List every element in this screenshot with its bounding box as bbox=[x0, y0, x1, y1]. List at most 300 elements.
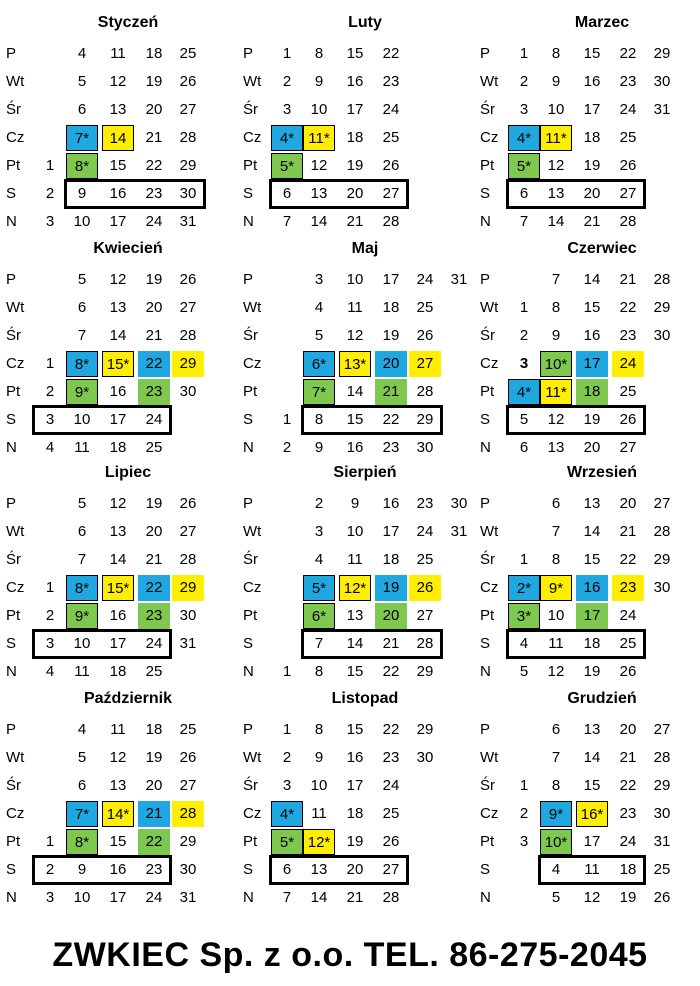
day-name: N bbox=[243, 213, 254, 230]
date-cell: 24 bbox=[145, 411, 163, 428]
date-cell: 6 bbox=[551, 721, 561, 738]
month-title: Wrzesień bbox=[567, 464, 637, 481]
date-cell: 3 bbox=[282, 101, 292, 118]
week-row bbox=[474, 208, 700, 236]
week-row bbox=[237, 294, 463, 322]
day-name: S bbox=[243, 185, 254, 202]
week-row bbox=[237, 266, 468, 294]
week-row bbox=[474, 884, 700, 912]
date-cell: 24 bbox=[382, 777, 400, 794]
date-cell: 7* bbox=[66, 125, 98, 151]
day-name: Cz bbox=[480, 129, 499, 146]
week-row bbox=[237, 716, 463, 744]
day-name: Śr bbox=[480, 101, 495, 118]
month-12 bbox=[474, 686, 700, 926]
date-cell: 28 bbox=[382, 889, 400, 906]
date-cell: 13 bbox=[583, 495, 601, 512]
date-cell: 1 bbox=[282, 721, 292, 738]
date-cell: 25 bbox=[145, 663, 163, 680]
week-row bbox=[237, 602, 463, 630]
date-cell: 8 bbox=[551, 299, 561, 316]
date-cell: 27 bbox=[179, 101, 197, 118]
date-cell: 30 bbox=[653, 327, 671, 344]
date-cell: 19 bbox=[145, 271, 163, 288]
date-cell: 16 bbox=[109, 607, 127, 624]
date-cell: 22 bbox=[138, 829, 170, 855]
week-row bbox=[237, 96, 463, 124]
week-row bbox=[0, 574, 226, 602]
week-row bbox=[0, 602, 226, 630]
date-cell: 25 bbox=[179, 721, 197, 738]
week-row bbox=[474, 434, 700, 462]
date-cell: 30 bbox=[416, 749, 434, 766]
day-name: P bbox=[6, 495, 17, 512]
date-cell: 27 bbox=[653, 721, 671, 738]
date-cell: 6 bbox=[551, 495, 561, 512]
date-cell: 5 bbox=[519, 663, 529, 680]
date-cell: 15 bbox=[583, 299, 601, 316]
date-cell: 7 bbox=[519, 213, 529, 230]
date-cell: 1 bbox=[45, 157, 55, 174]
date-cell: 29 bbox=[653, 45, 671, 62]
month-title: Sierpień bbox=[333, 464, 397, 481]
date-cell: 27 bbox=[179, 777, 197, 794]
day-name: P bbox=[243, 721, 254, 738]
date-cell: 11 bbox=[347, 551, 363, 568]
day-name: Śr bbox=[480, 551, 495, 568]
week-row bbox=[237, 68, 463, 96]
week-row bbox=[474, 800, 700, 828]
date-cell: 4 bbox=[551, 861, 561, 878]
company-footer: ZWKIEC Sp. z o.o. TEL. 86-275-2045 bbox=[52, 936, 648, 974]
date-cell: 8 bbox=[551, 45, 561, 62]
date-cell: 22 bbox=[138, 351, 170, 377]
date-cell: 13* bbox=[339, 351, 371, 377]
date-cell: 23 bbox=[145, 861, 163, 878]
week-row bbox=[237, 546, 463, 574]
date-cell: 16 bbox=[346, 749, 364, 766]
date-cell: 6 bbox=[282, 185, 292, 202]
month-8 bbox=[237, 460, 468, 700]
date-cell: 3 bbox=[45, 213, 55, 230]
date-cell: 20 bbox=[375, 603, 407, 629]
date-cell: 7* bbox=[303, 379, 335, 405]
date-cell: 1 bbox=[519, 551, 529, 568]
week-row bbox=[237, 322, 463, 350]
date-cell: 13 bbox=[109, 777, 127, 794]
date-cell: 11 bbox=[311, 805, 327, 822]
date-cell: 6* bbox=[303, 603, 335, 629]
date-cell: 2 bbox=[45, 607, 55, 624]
week-row bbox=[474, 96, 700, 124]
week-row bbox=[0, 68, 226, 96]
saturday-box bbox=[269, 855, 409, 885]
week-row bbox=[237, 658, 463, 686]
date-cell: 10 bbox=[310, 101, 328, 118]
week-row bbox=[474, 124, 700, 152]
day-name: Cz bbox=[6, 805, 25, 822]
date-cell: 19 bbox=[583, 411, 601, 428]
date-cell: 7* bbox=[66, 801, 98, 827]
week-row bbox=[0, 350, 226, 378]
date-cell: 23 bbox=[382, 439, 400, 456]
date-cell: 18 bbox=[382, 299, 400, 316]
date-cell: 13 bbox=[109, 523, 127, 540]
week-row bbox=[237, 350, 463, 378]
week-row bbox=[237, 124, 463, 152]
date-cell: 23 bbox=[619, 73, 637, 90]
month-title: Maj bbox=[351, 240, 379, 257]
date-cell: 15 bbox=[346, 411, 364, 428]
date-cell: 1 bbox=[45, 355, 55, 372]
date-cell: 7 bbox=[551, 523, 561, 540]
date-cell: 24 bbox=[619, 607, 637, 624]
day-name: P bbox=[243, 271, 254, 288]
date-cell: 1 bbox=[282, 663, 292, 680]
day-name: Cz bbox=[243, 129, 262, 146]
day-name: Pt bbox=[6, 157, 21, 174]
date-cell: 18 bbox=[145, 721, 163, 738]
day-name: Cz bbox=[6, 355, 25, 372]
date-cell: 17 bbox=[382, 523, 400, 540]
week-row bbox=[237, 208, 463, 236]
day-name: Pt bbox=[243, 607, 258, 624]
date-cell: 6 bbox=[519, 185, 529, 202]
date-cell: 1 bbox=[519, 45, 529, 62]
month-title: Listopad bbox=[331, 690, 399, 707]
month-7 bbox=[0, 460, 226, 700]
day-name: Cz bbox=[480, 579, 499, 596]
date-cell: 13 bbox=[109, 101, 127, 118]
day-name: Pt bbox=[6, 833, 21, 850]
date-cell: 21 bbox=[619, 749, 637, 766]
day-name: Cz bbox=[243, 579, 262, 596]
day-name: Wt bbox=[6, 523, 25, 540]
day-name: Pt bbox=[6, 607, 21, 624]
date-cell: 10 bbox=[310, 777, 328, 794]
date-cell: 30 bbox=[653, 73, 671, 90]
date-cell: 21 bbox=[145, 129, 163, 146]
day-name: S bbox=[243, 861, 254, 878]
date-cell: 29 bbox=[416, 721, 434, 738]
date-cell: 31 bbox=[179, 213, 197, 230]
date-cell: 12 bbox=[109, 73, 127, 90]
date-cell: 17 bbox=[583, 833, 601, 850]
date-cell: 30 bbox=[179, 607, 197, 624]
saturday-box bbox=[506, 629, 646, 659]
date-cell: 4 bbox=[77, 45, 87, 62]
date-cell: 22 bbox=[138, 575, 170, 601]
date-cell: 18 bbox=[109, 439, 127, 456]
date-cell: 23 bbox=[145, 185, 163, 202]
date-cell: 20 bbox=[145, 777, 163, 794]
week-row bbox=[474, 68, 700, 96]
date-cell: 27 bbox=[653, 495, 671, 512]
date-cell: 11 bbox=[584, 861, 600, 878]
date-cell: 29 bbox=[172, 351, 204, 377]
date-cell: 5 bbox=[77, 495, 87, 512]
date-cell: 16 bbox=[576, 575, 608, 601]
date-cell: 6 bbox=[77, 101, 87, 118]
month-5 bbox=[237, 236, 468, 476]
date-cell: 15 bbox=[346, 663, 364, 680]
date-cell: 14 bbox=[109, 551, 127, 568]
date-cell: 24 bbox=[145, 889, 163, 906]
day-name: N bbox=[480, 439, 491, 456]
date-cell: 27 bbox=[179, 299, 197, 316]
date-cell: 19 bbox=[346, 833, 364, 850]
week-row bbox=[237, 490, 468, 518]
date-cell: 2 bbox=[519, 327, 529, 344]
week-row bbox=[0, 884, 226, 912]
date-cell: 23 bbox=[612, 575, 644, 601]
date-cell: 2 bbox=[519, 805, 529, 822]
date-cell: 2 bbox=[282, 73, 292, 90]
date-cell: 26 bbox=[619, 663, 637, 680]
date-cell: 14 bbox=[310, 889, 328, 906]
date-cell: 20 bbox=[583, 439, 601, 456]
date-cell: 30 bbox=[179, 861, 197, 878]
date-cell: 21 bbox=[619, 523, 637, 540]
week-row bbox=[474, 322, 700, 350]
date-cell: 4 bbox=[45, 663, 55, 680]
date-cell: 28 bbox=[179, 327, 197, 344]
day-name: Pt bbox=[480, 157, 495, 174]
date-cell: 13 bbox=[547, 439, 565, 456]
date-cell: 26 bbox=[179, 749, 197, 766]
date-cell: 27 bbox=[619, 185, 637, 202]
date-cell: 15* bbox=[102, 575, 134, 601]
date-cell: 27 bbox=[179, 523, 197, 540]
date-cell: 7 bbox=[551, 271, 561, 288]
date-cell: 20 bbox=[145, 101, 163, 118]
date-cell: 18 bbox=[583, 129, 601, 146]
week-row bbox=[0, 490, 226, 518]
saturday-box bbox=[538, 855, 646, 885]
saturday-box bbox=[506, 405, 646, 435]
date-cell: 28 bbox=[653, 749, 671, 766]
month-6 bbox=[474, 236, 700, 476]
date-cell: 1 bbox=[282, 411, 292, 428]
date-cell: 17 bbox=[382, 271, 400, 288]
date-cell: 14 bbox=[547, 213, 565, 230]
day-name: Śr bbox=[480, 327, 495, 344]
date-cell: 13 bbox=[310, 861, 328, 878]
week-row bbox=[0, 294, 226, 322]
day-name: S bbox=[243, 635, 254, 652]
date-cell: 4* bbox=[271, 801, 303, 827]
day-name: S bbox=[243, 411, 254, 428]
day-name: S bbox=[6, 635, 17, 652]
date-cell: 17 bbox=[583, 101, 601, 118]
date-cell: 4 bbox=[77, 721, 87, 738]
date-cell: 9* bbox=[66, 379, 98, 405]
date-cell: 14 bbox=[346, 383, 364, 400]
week-row bbox=[0, 322, 226, 350]
week-row bbox=[474, 152, 700, 180]
date-cell: 8 bbox=[314, 721, 324, 738]
date-cell: 3 bbox=[282, 777, 292, 794]
week-row bbox=[237, 828, 463, 856]
date-cell: 25 bbox=[416, 551, 434, 568]
date-cell: 9 bbox=[551, 73, 561, 90]
date-cell: 7 bbox=[282, 213, 292, 230]
date-cell: 15 bbox=[346, 45, 364, 62]
date-cell: 16 bbox=[583, 73, 601, 90]
date-cell: 21 bbox=[375, 379, 407, 405]
date-cell: 14 bbox=[102, 125, 134, 151]
date-cell: 12 bbox=[109, 749, 127, 766]
saturday-box bbox=[269, 179, 409, 209]
month-title: Luty bbox=[348, 14, 382, 31]
date-cell: 31 bbox=[450, 523, 468, 540]
date-cell: 9* bbox=[66, 603, 98, 629]
week-row bbox=[237, 434, 463, 462]
day-name: Śr bbox=[243, 101, 258, 118]
date-cell: 16 bbox=[382, 495, 400, 512]
day-name: N bbox=[6, 663, 17, 680]
date-cell: 13 bbox=[310, 185, 328, 202]
day-name: Wt bbox=[480, 299, 499, 316]
date-cell: 28 bbox=[172, 801, 204, 827]
saturday-box bbox=[32, 855, 172, 885]
day-name: S bbox=[480, 861, 491, 878]
day-name: Wt bbox=[243, 299, 262, 316]
day-name: Wt bbox=[6, 73, 25, 90]
day-name: P bbox=[480, 495, 491, 512]
date-cell: 20 bbox=[145, 523, 163, 540]
date-cell: 25 bbox=[179, 45, 197, 62]
date-cell: 28 bbox=[179, 551, 197, 568]
date-cell: 15 bbox=[583, 551, 601, 568]
saturday-box bbox=[506, 179, 646, 209]
month-1 bbox=[0, 10, 226, 250]
date-cell: 15 bbox=[109, 833, 127, 850]
date-cell: 5 bbox=[77, 749, 87, 766]
week-row bbox=[0, 40, 226, 68]
date-cell: 6 bbox=[77, 523, 87, 540]
day-name: N bbox=[243, 439, 254, 456]
date-cell: 15 bbox=[346, 721, 364, 738]
date-cell: 2 bbox=[45, 383, 55, 400]
month-11 bbox=[237, 686, 463, 926]
date-cell: 11 bbox=[110, 45, 126, 62]
week-row bbox=[0, 744, 226, 772]
date-cell: 31 bbox=[653, 833, 671, 850]
day-name: P bbox=[6, 271, 17, 288]
date-cell: 14 bbox=[583, 271, 601, 288]
date-cell: 12 bbox=[310, 157, 328, 174]
date-cell: 22 bbox=[619, 45, 637, 62]
day-name: Pt bbox=[243, 383, 258, 400]
month-title: Marzec bbox=[574, 14, 630, 31]
date-cell: 18 bbox=[619, 861, 637, 878]
date-cell: 26 bbox=[409, 575, 441, 601]
date-cell: 24 bbox=[382, 101, 400, 118]
date-cell: 29 bbox=[172, 575, 204, 601]
week-row bbox=[0, 546, 226, 574]
date-cell: 14 bbox=[346, 635, 364, 652]
date-cell: 14 bbox=[310, 213, 328, 230]
date-cell: 18 bbox=[382, 551, 400, 568]
week-row bbox=[474, 574, 700, 602]
date-cell: 11* bbox=[303, 125, 335, 151]
date-cell: 5 bbox=[519, 411, 529, 428]
date-cell: 22 bbox=[619, 777, 637, 794]
date-cell: 29 bbox=[179, 833, 197, 850]
date-cell: 12 bbox=[547, 663, 565, 680]
day-name: Wt bbox=[243, 749, 262, 766]
date-cell: 26 bbox=[179, 271, 197, 288]
date-cell: 26 bbox=[653, 889, 671, 906]
date-cell: 10 bbox=[346, 523, 364, 540]
date-cell: 1 bbox=[45, 579, 55, 596]
day-name: Pt bbox=[6, 383, 21, 400]
date-cell: 28 bbox=[653, 523, 671, 540]
day-name: P bbox=[243, 45, 254, 62]
day-name: Cz bbox=[6, 129, 25, 146]
saturday-box bbox=[32, 629, 172, 659]
date-cell: 23 bbox=[138, 379, 170, 405]
date-cell: 21 bbox=[138, 801, 170, 827]
date-cell: 7 bbox=[314, 635, 324, 652]
date-cell: 12 bbox=[109, 495, 127, 512]
date-cell: 8* bbox=[66, 351, 98, 377]
date-cell: 23 bbox=[138, 603, 170, 629]
date-cell: 20 bbox=[619, 721, 637, 738]
day-name: Pt bbox=[480, 833, 495, 850]
date-cell: 27 bbox=[619, 439, 637, 456]
date-cell: 16 bbox=[109, 383, 127, 400]
date-cell: 18 bbox=[576, 379, 608, 405]
saturday-box bbox=[301, 405, 443, 435]
date-cell: 15 bbox=[583, 777, 601, 794]
date-cell: 10* bbox=[540, 351, 572, 377]
date-cell: 11 bbox=[347, 299, 363, 316]
date-cell: 2 bbox=[45, 185, 55, 202]
date-cell: 26 bbox=[619, 411, 637, 428]
date-cell: 28 bbox=[179, 129, 197, 146]
date-cell: 30 bbox=[653, 579, 671, 596]
date-cell: 16 bbox=[109, 185, 127, 202]
date-cell: 2 bbox=[282, 439, 292, 456]
date-cell: 26 bbox=[179, 73, 197, 90]
date-cell: 5* bbox=[271, 829, 303, 855]
day-name: Śr bbox=[243, 551, 258, 568]
week-row bbox=[474, 378, 700, 406]
date-cell: 16 bbox=[346, 439, 364, 456]
date-cell: 24 bbox=[416, 271, 434, 288]
date-cell: 19 bbox=[375, 575, 407, 601]
date-cell: 12 bbox=[547, 411, 565, 428]
date-cell: 4* bbox=[508, 125, 540, 151]
date-cell: 3 bbox=[519, 355, 529, 372]
date-cell: 6 bbox=[282, 861, 292, 878]
date-cell: 8* bbox=[66, 829, 98, 855]
date-cell: 22 bbox=[619, 551, 637, 568]
date-cell: 14 bbox=[583, 523, 601, 540]
date-cell: 28 bbox=[653, 271, 671, 288]
date-cell: 5* bbox=[303, 575, 335, 601]
date-cell: 30 bbox=[179, 185, 197, 202]
date-cell: 23 bbox=[382, 749, 400, 766]
date-cell: 11* bbox=[540, 379, 572, 405]
date-cell: 21 bbox=[346, 213, 364, 230]
date-cell: 19 bbox=[145, 749, 163, 766]
date-cell: 10 bbox=[346, 271, 364, 288]
date-cell: 20 bbox=[346, 185, 364, 202]
day-name: N bbox=[480, 213, 491, 230]
